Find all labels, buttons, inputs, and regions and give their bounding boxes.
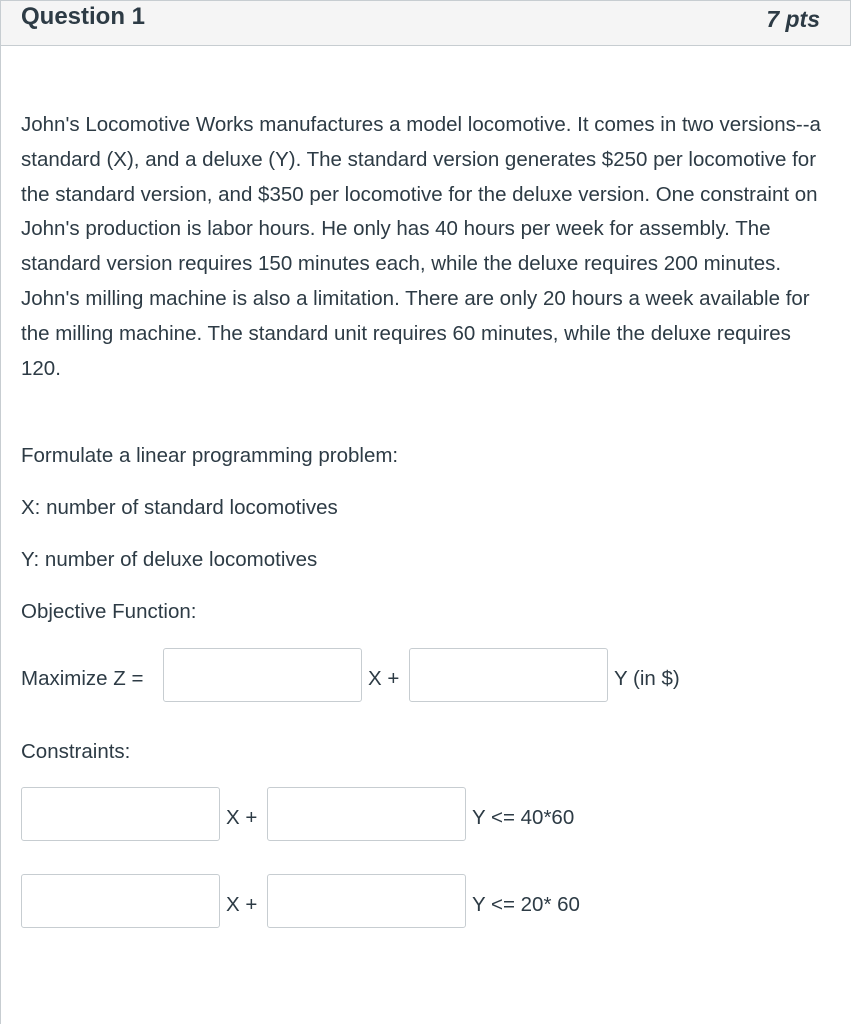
objective-x-coefficient-input[interactable]	[163, 648, 362, 702]
objective-function-label: Objective Function:	[21, 600, 197, 623]
question-border	[0, 46, 1, 1024]
constraint1-x-term: X +	[226, 806, 258, 829]
problem-paragraph: John's Locomotive Works manufactures a model locomotive. It comes in two versions--a standard (X), and a deluxe (Y). The standard version generates $250 per locomotive for the standard version, and $350 per locomotive for the deluxe version. One constraint on John's production is labor hours. He only has 40 hours per week for assembly. The standard version requires 150 minutes each, while the deluxe requires 200 minutes. John's milling machine is also a limitation. There are only 20 hours a week available for the milling machine. The standard unit requires 60 minutes, while the deluxe requires 120.	[21, 113, 821, 380]
constraints-label: Constraints:	[21, 740, 131, 763]
maximize-label: Maximize Z =	[21, 667, 144, 690]
constraint1-y-coefficient-input[interactable]	[267, 787, 466, 841]
question-title: Question 1	[21, 3, 146, 30]
constraint1-y-term: Y <= 40*60	[472, 806, 575, 829]
objective-y-coefficient-input[interactable]	[409, 648, 608, 702]
objective-x-term: X +	[368, 667, 400, 690]
question-points: 7 pts	[766, 6, 820, 32]
question-text	[21, 108, 831, 386]
formulate-instruction: Formulate a linear programming problem:	[21, 444, 399, 467]
constraint2-x-coefficient-input[interactable]	[21, 874, 220, 928]
constraint1-x-coefficient-input[interactable]	[21, 787, 220, 841]
constraint2-y-term: Y <= 20* 60	[472, 893, 580, 916]
constraint2-x-term: X +	[226, 893, 258, 916]
objective-y-term: Y (in $)	[614, 667, 680, 690]
question-header	[0, 0, 851, 46]
constraint2-y-coefficient-input[interactable]	[267, 874, 466, 928]
x-definition: X: number of standard locomotives	[21, 496, 338, 519]
y-definition: Y: number of deluxe locomotives	[21, 548, 318, 571]
